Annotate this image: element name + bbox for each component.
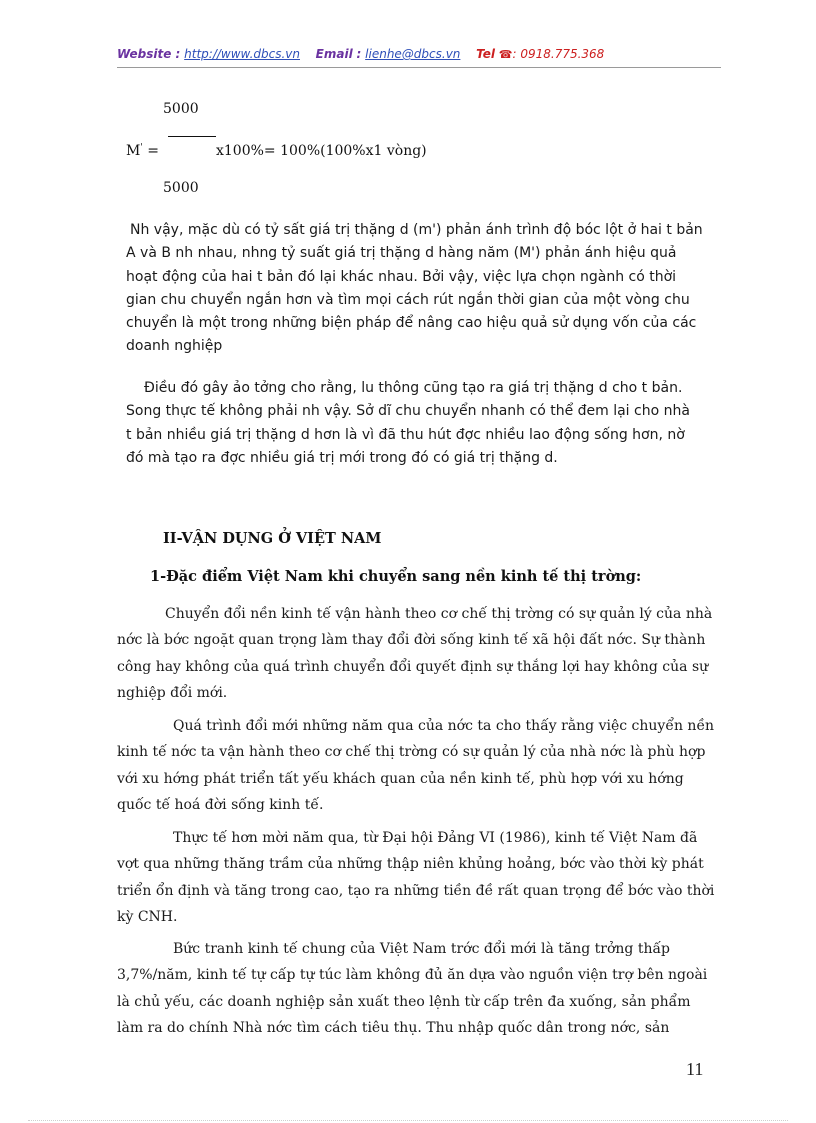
formula-numerator: 5000 <box>163 101 199 117</box>
website-link[interactable]: http://www.dbcs.vn <box>184 47 300 61</box>
website-label: Website : <box>117 47 181 61</box>
phone-icon: ☎ <box>498 48 513 61</box>
page-header: Website : http://www.dbcs.vn Email : lienhe@dbcs.vn Tel ☎: 0918.775.368 <box>117 47 721 68</box>
footer-divider <box>28 1120 788 1121</box>
paragraph-pre-reform-economy: Bức tranh kinh tế chung của Việt Nam trớc đổi mới là tăng trởng thấp 3,7%/năm, kinh tế tự cấp tự túc làm không đủ ăn dựa vào nguồn viện trợ bên ngoài là chủ yếu, các doanh nghiệp sản xuất theo lệnh từ cấp trên đa xuống, sản phẩm làm ra do chính Nhà nớc tìm cách tiêu thụ. Thu nhập quốc dân trong nớc, sản <box>117 941 708 1036</box>
formula-denominator: 5000 <box>163 180 199 196</box>
paragraph-decade-results: Thực tế hơn mời năm qua, từ Đại hội Đảng VI (1986), kinh tế Việt Nam đã vợt qua những thăng trầm của những thập niên khủng hoảng, bớc vào thời kỳ phát triển ổn định và tăng trong cao, tạo ra những tiền đề rất quan trọng để bớc vào thời kỳ CNH. <box>117 830 715 925</box>
paragraph-illusion: Điều đó gây ảo tởng cho rằng, lu thông cũng tạo ra giá trị thặng d cho t bản. Song thực tế không phải nh vậy. Sở dĩ chu chuyển nhanh có thể đem lại cho nhà t bản nhiều giá trị thặng d hơn là vì đã thu hút đợc nhiều lao động sống hơn, nờ đó mà tạo ra đợc nhiều giá trị mới trong đó có giá trị thặng d. <box>126 380 690 466</box>
email-link[interactable]: lienhe@dbcs.vn <box>365 47 461 61</box>
paragraph-transition: Chuyển đổi nền kinh tế vận hành theo cơ chế thị trờng có sự quản lý của nhà nớc là bớc ngoặt quan trọng làm thay đổi đời sống kinh tế xã hội đất nớc. Sự thành công hay không của quá trình chuyển đổi quyết định sự thắng lợi hay không của sự nghiệp đổi mới. <box>117 606 713 701</box>
tel-label: Tel <box>476 47 495 61</box>
subsection-heading: 1-Đặc điểm Việt Nam khi chuyển sang nền kinh tế thị trờng: <box>150 568 642 585</box>
paragraph-turnover-efficiency: Nh vậy, mặc dù có tỷ sất giá trị thặng d (m') phản ánh trình độ bóc lột ở hai t bản A và B nh nhau, nhng tỷ suất giá trị thặng d hàng năm (M') phản ánh hiệu quả hoạt động của hai t bản đó lại khác nhau. Bởi vậy, việc lựa chọn ngành có thời gian chu chuyển ngắn hơn và tìm mọi cách rút ngắn thời gian của một vòng chu chuyển là một trong những biện pháp để nâng cao hiệu quả sử dụng vốn của các doanh nghiệp <box>126 222 703 355</box>
page-number: 11 <box>686 1059 704 1079</box>
email-label: Email <box>315 47 353 61</box>
section-heading: II-VẬN DỤNG Ở VIỆT NAM <box>163 530 382 547</box>
fraction-bar <box>168 136 216 137</box>
formula-rhs: x100%= 100%(100%x1 vòng) <box>216 143 427 159</box>
paragraph-reform-process: Quá trình đổi mới những năm qua của nớc ta cho thấy rằng việc chuyển nền kinh tế nớc ta vận hành theo cơ chế thị trờng có sự quản lý của nhà nớc là phù hợp với xu hớng phát triển tất yếu khách quan của nền kinh tế, phù hợp với xu hớng quốc tế hoá đời sống kinh tế. <box>117 718 715 813</box>
formula-lhs: M' = <box>126 143 160 159</box>
phone-number: : 0918.775.368 <box>512 47 605 61</box>
